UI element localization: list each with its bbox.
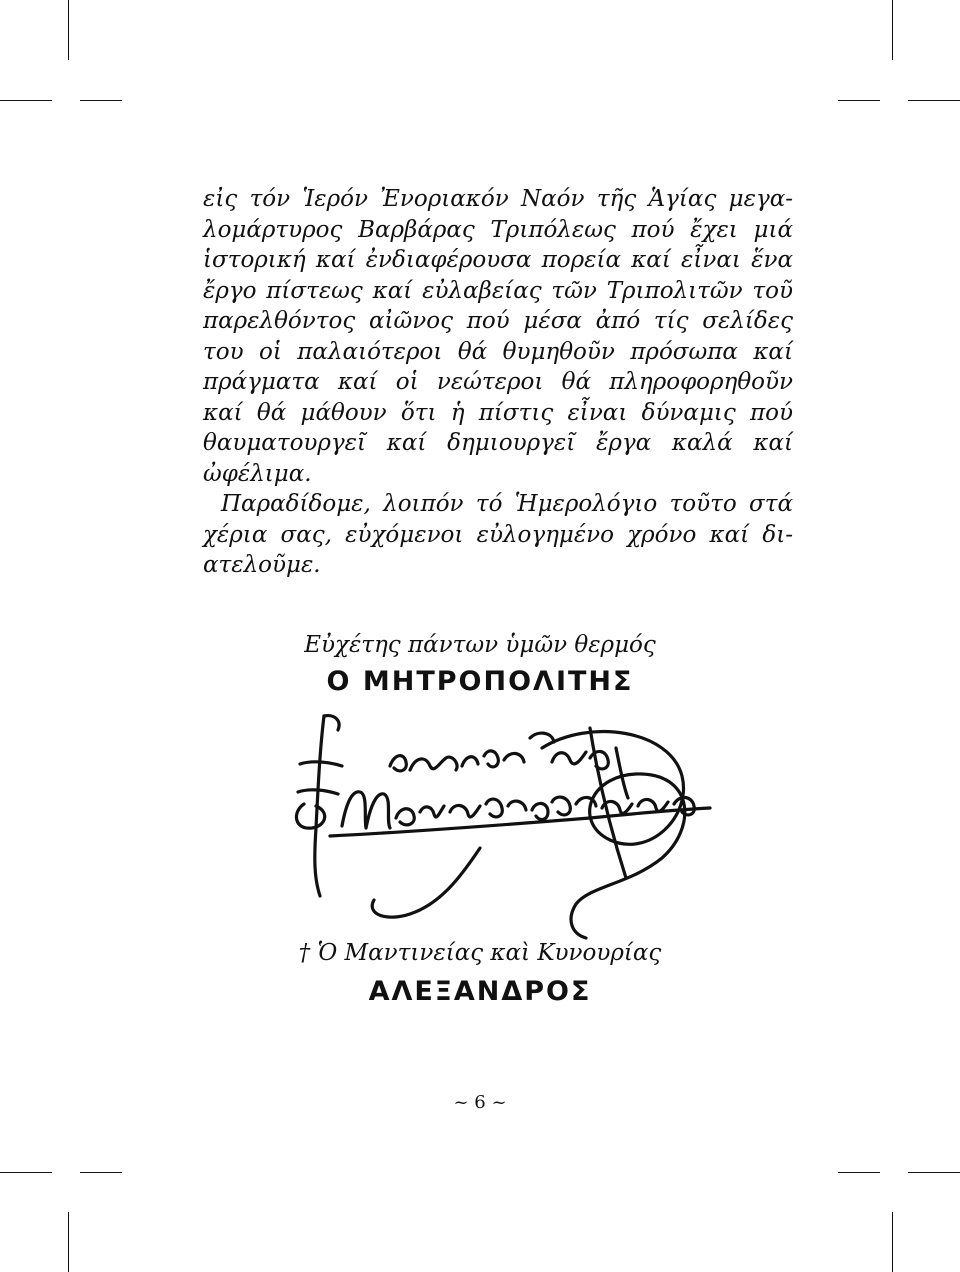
metropolitan-title: Ο ΜΗΤΡΟΠΟΛΙΤΗΣ — [326, 666, 634, 697]
signature — [290, 708, 720, 940]
body-line: ὠφέλιμα. — [203, 460, 312, 487]
crop-mark — [908, 1172, 960, 1173]
body-paragraph — [203, 184, 793, 581]
crop-mark — [838, 1172, 880, 1173]
body-line: εἰς τόν Ἱερόν Ἐνοριακόν Ναόν τῆς Ἁγίας μεγα- — [203, 186, 793, 212]
body-line: πράγματα καί οἱ νεώτεροι θά πληροφορηθοῦν — [203, 369, 793, 395]
crop-mark — [0, 100, 52, 101]
crop-mark — [892, 1212, 893, 1272]
body-line: λομάρτυρος Βαρβάρας Τριπόλεως πού ἔχει μιά — [203, 216, 793, 243]
bishop-name: ΑΛΕΞΑΝΔΡΟΣ — [368, 976, 592, 1007]
body-line: Παραδίδομε, λοιπόν τό Ἡμερολόγιο τοῦτο στά — [221, 491, 793, 517]
body-line: ἔργο πίστεως καί εὐλαβείας τῶν Τριπολιτῶν τοῦ — [203, 277, 793, 304]
crop-mark — [0, 1172, 52, 1173]
crop-mark — [908, 100, 960, 101]
body-line: καί θά μάθουν ὅτι ἡ πίστις εἶναι δύναμις πού — [203, 399, 793, 426]
body-line: χέρια σας, εὐχόμενοι εὐλογημένο χρόνο καί δι- — [203, 521, 793, 548]
body-line: θαυματουργεῖ καί δημιουργεῖ ἔργα καλά καί — [203, 430, 793, 456]
crop-mark — [838, 100, 880, 101]
closing-wish: Εὐχέτης πάντων ὑμῶν θερμός — [304, 632, 656, 658]
bishop-line: † Ὁ Μαντινείας καὶ Κυνουρίας — [298, 940, 662, 966]
crop-mark — [68, 1212, 69, 1272]
body-line: του οἱ παλαιότεροι θά θυμηθοῦν πρόσωπα καί — [203, 338, 793, 365]
body-line: ατελοῦμε. — [203, 552, 321, 578]
crop-mark — [80, 1172, 122, 1173]
page-number: ~ 6 ~ — [453, 1092, 507, 1113]
crop-mark — [68, 0, 69, 60]
body-line: ἱστορική καί ἐνδιαφέρουσα πορεία καί εἶναι ἕνα — [203, 247, 793, 273]
crop-mark — [80, 100, 122, 101]
body-line: παρελθόντος αἰῶνος πού μέσα ἀπό τίς σελίδες — [203, 308, 793, 334]
crop-mark — [892, 0, 893, 60]
